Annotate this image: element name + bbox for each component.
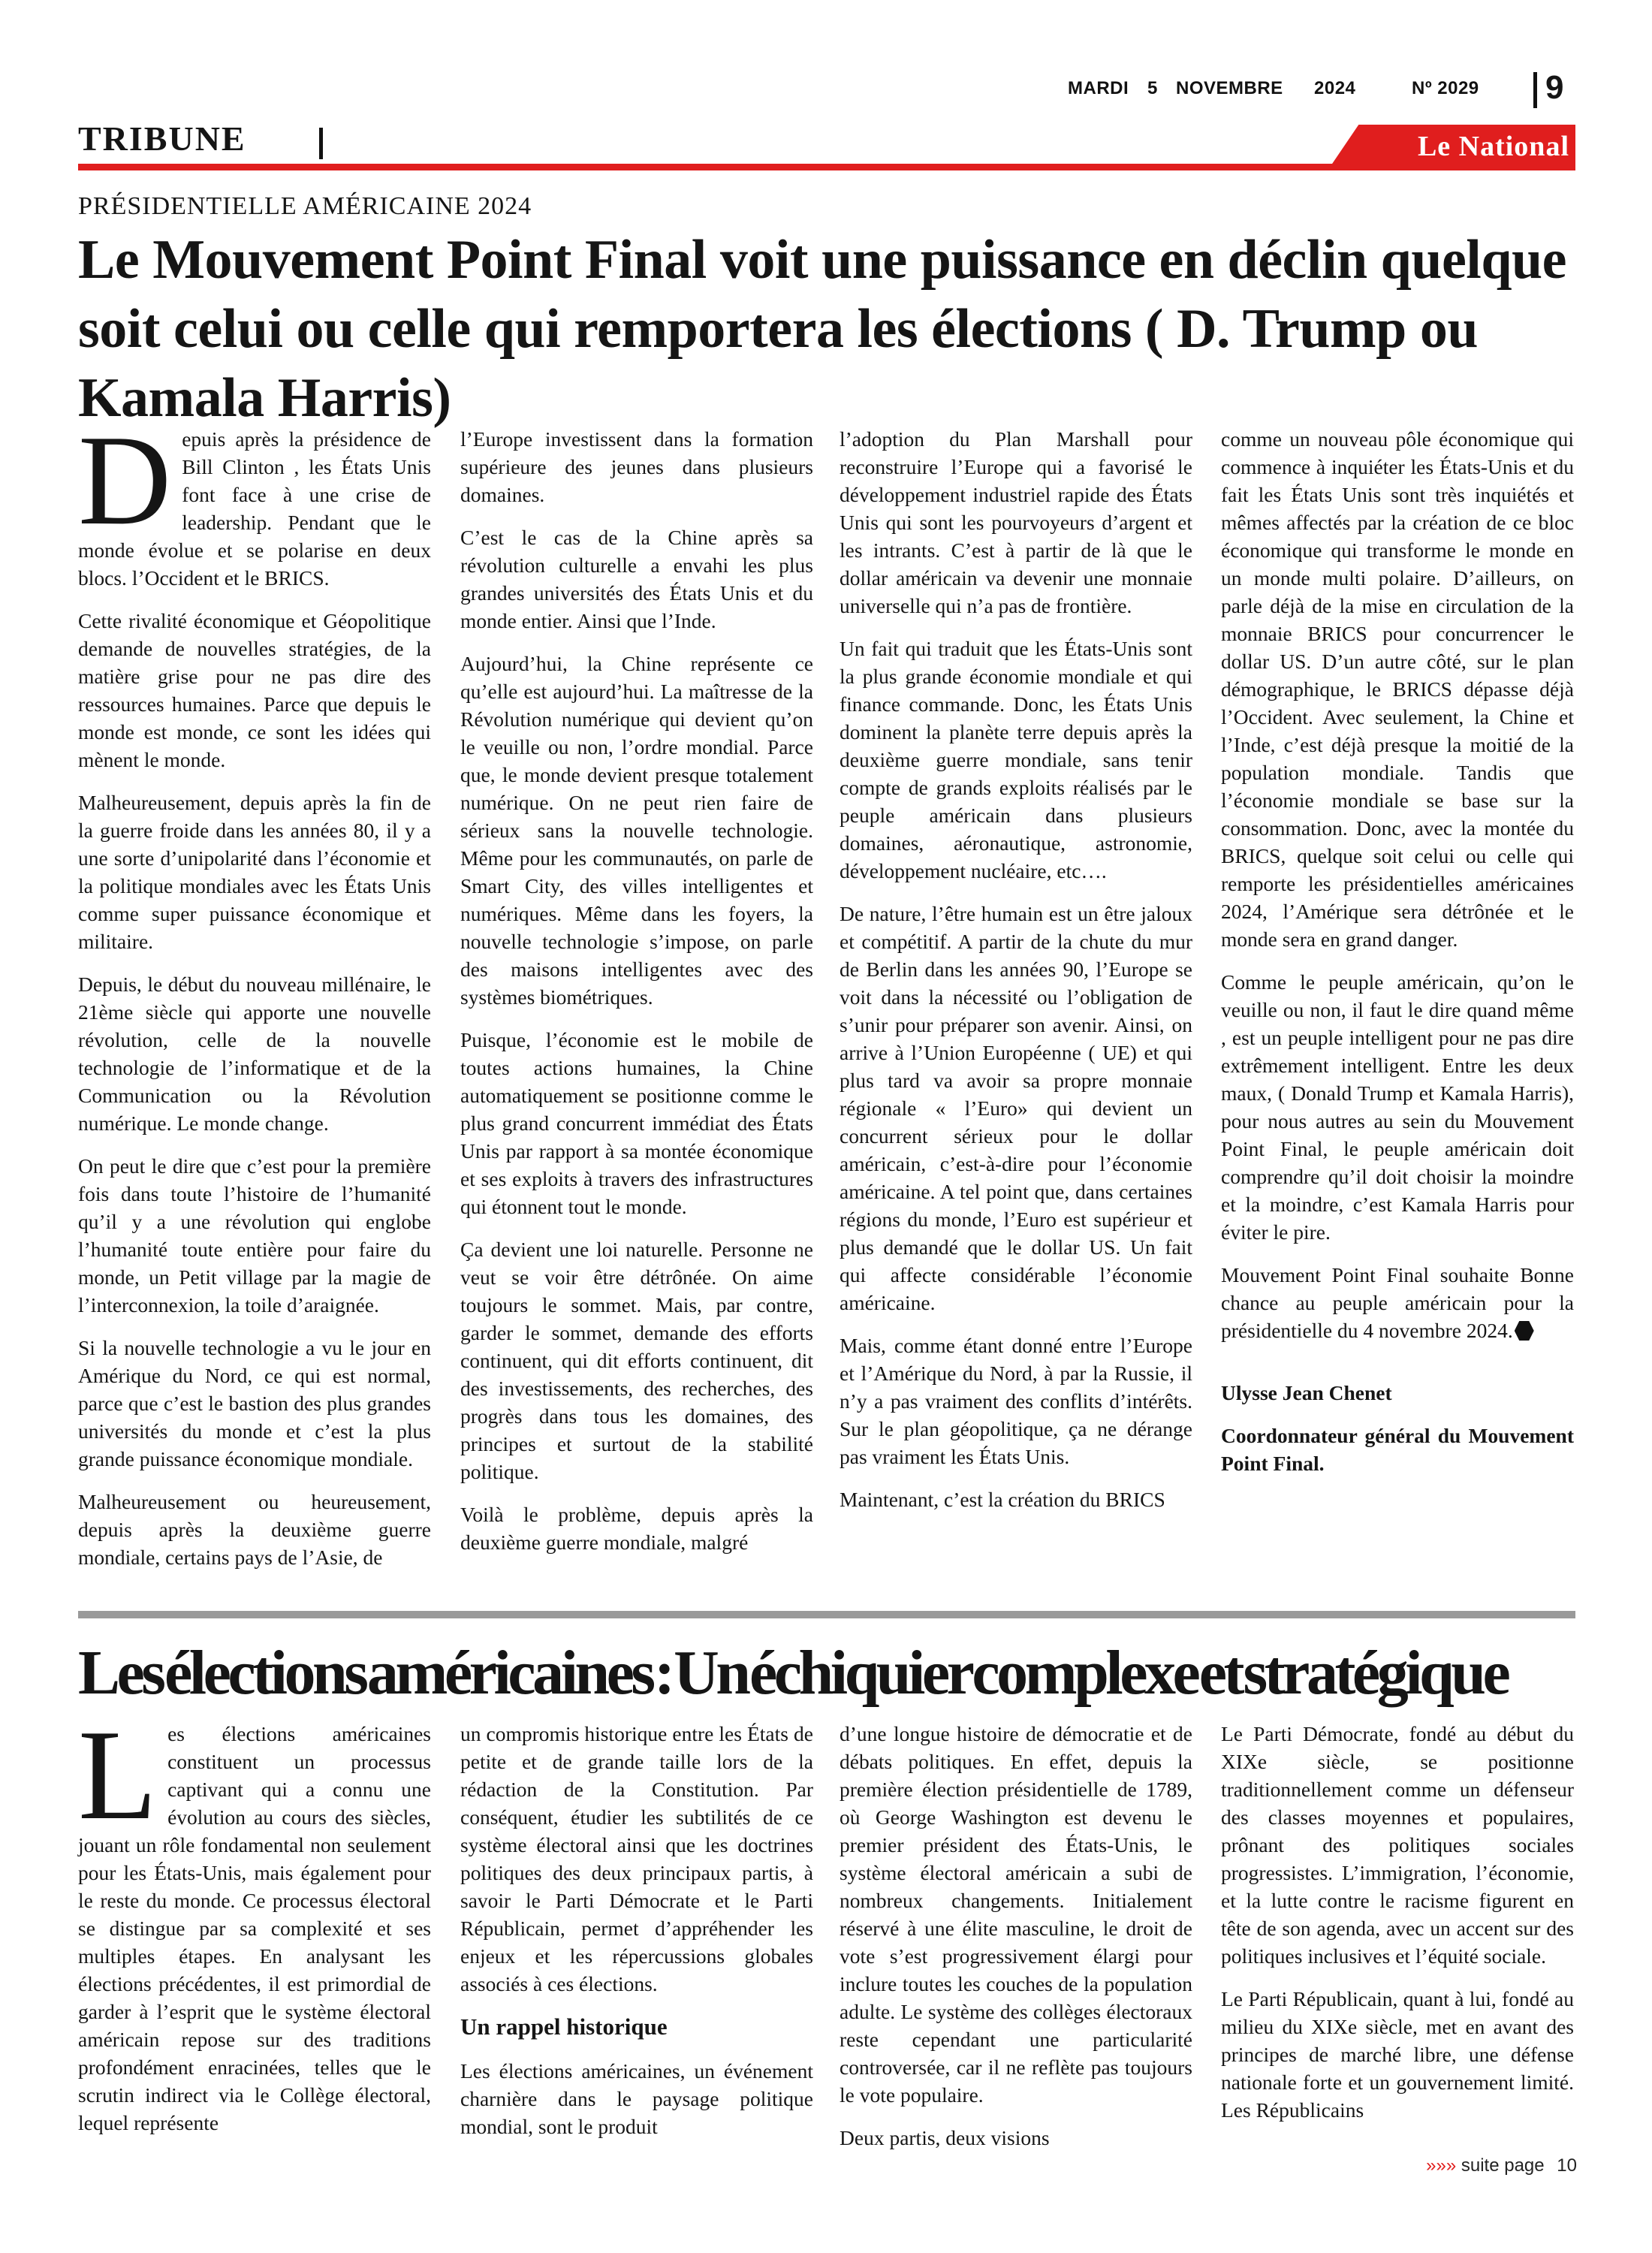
paragraph: Un fait qui traduit que les États-Unis sont la plus grande économie mondiale et qui finance commande. Donc, les États Unis dominent la planète terre depuis après la deuxième guerre mondiale, sans tenir compte de grands exploits réalisés par le peuple américain dans plusieurs domaines, aéronautique, astronomie, développement nucléaire, etc….: [840, 637, 1192, 882]
paragraph: d’une longue histoire de démocratie et de débats politiques. En effet, depuis la première élection présidentielle de 1789, où George Washington est devenu le premier président des États-Unis, le système électoral américain a subi de nombreux changements. Initialement réservé à une élite masculine, le droit de vote s’est progressivement élargi pour inclure toutes les couches de la population adulte. Le système des collèges électoraux reste cependant une particularité controversée, car il ne reflète pas toujours le vote populaire.: [840, 1722, 1192, 2107]
paragraph: comme un nouveau pôle économique qui commence à inquiéter les États-Unis et du fait les États Unis sont très inquiétés et mêmes affectés par la création de ce bloc économique qui transforme le monde en un monde multi polaire. D’ailleurs, on parle déjà de la mise en circulation de la monnaie BRICS pour concurrencer le dollar US. D’un autre côté, sur le plan démographique, le BRICS dépasse déjà l’Occident. Avec seulement, la Chine et l’Inde, c’est déjà presque la moitié de la population mondiale. Tandis que l’économie mondiale se base sur la consommation. Donc, avec la montée du BRICS, quelque soit celui ou celle qui remporte les présidentielles américaines 2024, l’Amérique sera détrônée et le monde sera en grand danger.: [1221, 427, 1574, 951]
continue-arrows-icon: »»»: [1426, 2155, 1457, 2176]
issue-date: 5: [1147, 78, 1158, 98]
paragraph: Si la nouvelle technologie a vu le jour en Amérique du Nord, ce qui est normal, parce que c’est le bastion des plus grandes universités du monde et c’est la plus grande puissance économique mondiale.: [78, 1336, 431, 1470]
issue-year: 2024: [1314, 78, 1356, 98]
continue-text: suite page: [1461, 2155, 1545, 2176]
article1-kicker: PRÉSIDENTIELLE AMÉRICAINE 2024: [78, 192, 532, 220]
issue-number: Nº 2029: [1412, 78, 1479, 98]
paragraph: Malheureusement, depuis après la fin de la guerre froide dans les années 80, il y a une sorte d’unipolarité dans l’économie et la politique mondiales avec les États Unis comme super puissance économique et militaire.: [78, 791, 431, 953]
paragraph: C’est le cas de la Chine après sa révolution culturelle a envahi les plus grandes universités des États Unis et du monde entier. Ainsi que l’Inde.: [460, 526, 813, 632]
paragraph: Ça devient une loi naturelle. Personne ne veut se voir être détrônée. On aime toujours le sommet. Mais, par contre, garder le sommet, demande des efforts continuent, qui dit efforts continuent, dit des investissements, des recherches, des progrès dans tous les domaines, des principes et surtout de la stabilité politique.: [460, 1238, 813, 1483]
brand-name: Le National: [1417, 131, 1569, 162]
article2-column-3: [840, 1720, 1192, 2167]
article2-subhead: Un rappel historique: [460, 2013, 668, 2040]
article2-column-2: [460, 1720, 813, 2155]
article2-column-1: [78, 1704, 431, 2152]
page-number: 9: [1545, 69, 1564, 106]
paragraph: Cette rivalité économique et Géopolitique demande de nouvelles stratégies, de la matière grise pour ne pas dire des ressources humaines. Parce que depuis le monde est monde, ce sont les idées qui mènent le monde.: [78, 609, 431, 771]
author-title: Coordonnateur général du Mouvement Point Final.: [1221, 1424, 1574, 1475]
article1-column-2: [460, 425, 813, 1571]
article2-lead-paragraph: Les élections américaines constituent un processus captivant qui a connu une évolution au cours des siècles, jouant un rôle fondamental non seulement pour les États-Unis, mais également pour le reste du monde. Ce processus électoral se distingue par sa complexité et ses multiples étapes. En analysant les élections précédentes, il est primordial de garder à l’esprit que le système électoral américain repose sur des traditions profondément enracinées, telles que le scrutin indirect via le Collège électoral, lequel représente: [78, 1704, 431, 2134]
paragraph: Deux partis, deux visions: [840, 2126, 1050, 2149]
article1-headline: Le Mouvement Point Final voit une puissance en déclin quelque soit celui ou celle qui remportera les élections ( D. Trump ou Kamala Harris): [78, 229, 1567, 429]
closing-paragraph: Mouvement Point Final souhaite Bonne chance au peuple américain pour la présidentielle du 4 novembre 2024.: [1221, 1263, 1574, 1342]
end-of-article-icon: [1515, 1321, 1534, 1341]
paragraph: un compromis historique entre les États de petite et de grande taille lors de la rédaction de la Constitution. Par conséquent, étudier les subtilités de ce système électoral ainsi que les doctrines politiques des deux principaux partis, à savoir le Parti Démocrate et le Parti Républicain, permet d’appréhender les enjeux et les répercussions globales associés à ces élections.: [460, 1722, 813, 1995]
header-rule: [78, 164, 1575, 170]
article2-headline: Les élections américaines : Un échiquier complexe et stratégique: [78, 1638, 1508, 1708]
drop-cap: L: [78, 1704, 158, 1847]
paragraph: Depuis, le début du nouveau millénaire, le 21ème siècle qui apporte une nouvelle révolution, celle de la nouvelle technologie de l’informatique et de la Communication ou la Révolution numérique. Le monde change.: [78, 973, 431, 1135]
issue-month: NOVEMBRE: [1176, 78, 1283, 98]
paragraph: Malheureusement ou heureusement, depuis après la deuxième guerre mondiale, certains pays de l’Asie, de: [78, 1490, 431, 1569]
paragraph: l’Europe investissent dans la formation supérieure des jeunes dans plusieurs domaines.: [460, 427, 813, 506]
paragraph: Les élections américaines, un événement charnière dans le paysage politique mondial, sont le produit: [460, 2059, 813, 2138]
paragraph: l’adoption du Plan Marshall pour reconstruire l’Europe qui a favorisé le développement industriel rapide des États Unis qui sont les pourvoyeurs d’argent et les intrants. C’est à partir de là que le dollar américain va devenir une monnaie universelle qui n’a pas de frontière.: [840, 427, 1192, 617]
paragraph: De nature, l’être humain est un être jaloux et compétitif. A partir de la chute du mur de Berlin dans les années 90, l’Europe se voit dans la nécessité ou l’obligation de s’unir pour préparer son avenir. Ainsi, on arrive à l’Union Européenne ( UE) et qui plus tard va avoir sa propre monnaie régionale « l’Euro» qui devient un concurrent sérieux pour le dollar américain, c’est-à-dire pour l’économie américaine. A tel point que, dans certaines régions du monde, l’Euro est supérieur et plus demandé que le dollar US. Un fait qui affecte considérable l’économie américaine.: [840, 902, 1192, 1314]
paragraph: Aujourd’hui, la Chine représente ce qu’elle est aujourd’hui. La maîtresse de la Révolution numérique qui devient qu’on le veuille ou non, l’ordre mondial. Parce que, le monde devient presque totalement numérique. On ne peut rien faire de sérieux sans la nouvelle technologie. Même pour les communautés, on parle de Smart City, des villes intelligentes et numériques. Même dans les foyers, la nouvelle technologie s’impose, on parle des maisons intelligentes avec des systèmes biométriques.: [460, 652, 813, 1009]
issue-day: MARDI: [1068, 78, 1129, 98]
paragraph: Le Parti Démocrate, fondé au début du XIXe siècle, se positionne traditionnellement comme un défenseur des classes moyennes et populaires, prônant des politiques sociales progressistes. L’immigration, l’économie, et la lutte contre le racisme figurent en tête de son agenda, avec un accent sur des politiques inclusives et l’équité sociale.: [1221, 1722, 1574, 1968]
article2-column-4: [1221, 1720, 1574, 2139]
article1-column-4: [1221, 425, 1574, 1492]
paragraph: On peut le dire que c’est pour la première fois dans toute l’histoire de l’humanité qu’il y a une révolution qui englobe l’humanité toute entière pour faire du monde, un Petit village par la magie de l’interconnexion, la toile d’araignée.: [78, 1154, 431, 1317]
paragraph: Puisque, l’économie est le mobile de toutes actions humaines, la Chine automatiquement se positionne comme le plus grand concurrent immédiat des États Unis par rapport à sa montée économique et ses exploits à travers des infrastructures qui étonnent tout le monde.: [460, 1028, 813, 1218]
continue-page-number: 10: [1557, 2155, 1577, 2176]
section-title: TRIBUNE: [78, 119, 246, 158]
author-name: Ulysse Jean Chenet: [1221, 1381, 1392, 1404]
drop-cap: D: [78, 409, 172, 552]
continued-on-page[interactable]: [1404, 2155, 1577, 2176]
paragraph: Maintenant, c’est la création du BRICS: [840, 1488, 1165, 1511]
paragraph: Voilà le problème, depuis après la deuxième guerre mondiale, malgré: [460, 1503, 813, 1554]
article1-lead-paragraph: Depuis après la présidence de Bill Clinton , les États Unis font face à une crise de leadership. Pendant que le monde évolue et se polarise en deux blocs. l’Occident et le BRICS.: [78, 409, 431, 590]
paragraph: Comme le peuple américain, qu’on le veuille ou non, il faut le dire quand même , est un peuple intelligent pour ne pas dire extrêmement intelligent. Entre les deux maux, ( Donald Trump et Kamala Harris), pour nous autres au sein du Mouvement Point Final, le peuple américain doit comprendre qu’il doit choisir la moindre et la moindre, c’est Kamala Harris pour éviter le pire.: [1221, 970, 1574, 1244]
paragraph: Le Parti Républicain, quant à lui, fondé au milieu du XIXe siècle, met en avant des principes de marché libre, une défense nationale forte et un gouvernement limité. Les Républicains: [1221, 1987, 1574, 2122]
section-bar: [319, 128, 323, 159]
article1-column-1: [78, 409, 431, 1586]
article-divider: [78, 1611, 1575, 1618]
article1-column-3: [840, 425, 1192, 1528]
page-separator: [1533, 72, 1537, 108]
paragraph: Mais, comme étant donné entre l’Europe et l’Amérique du Nord, à par la Russie, il n’y a pas vraiment des conflits d’intérêts. Sur le plan géopolitique, ça ne dérange pas vraiment les États Unis.: [840, 1334, 1192, 1468]
